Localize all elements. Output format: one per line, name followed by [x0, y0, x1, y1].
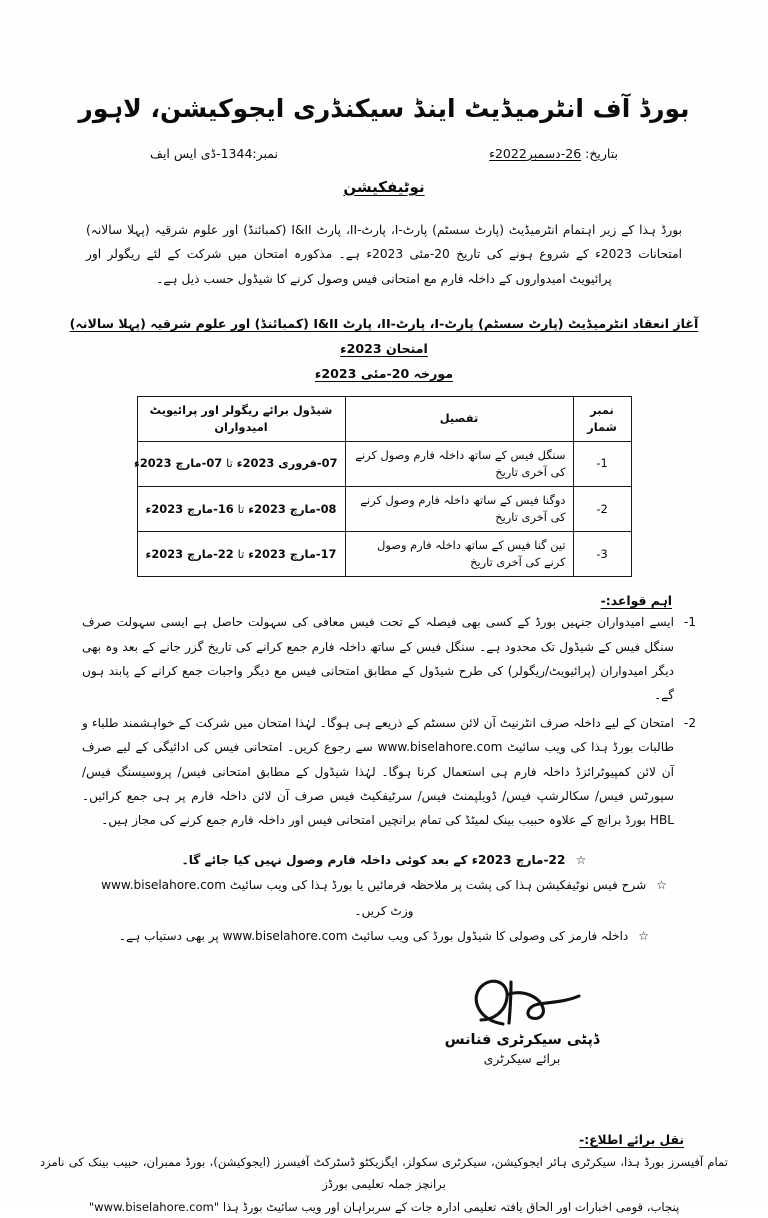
- signatory-name: ڈپٹی سیکرٹری فنانس: [444, 1031, 600, 1048]
- schedule-from: 07-فروری 2023ء: [236, 456, 338, 471]
- cell-schedule: [137, 532, 345, 577]
- rules-list: [82, 610, 696, 832]
- rule-marker: 2-: [684, 716, 696, 731]
- cell-schedule: [137, 486, 345, 531]
- rule-item: [82, 610, 696, 707]
- table-row: [137, 441, 631, 486]
- rules-heading-text: اہم قواعد:-: [600, 593, 672, 609]
- date-label: بتاریخ:: [585, 145, 618, 161]
- signature-block: [0, 976, 768, 1067]
- note-text: 22-مارچ 2023ء کے بعد کوئی داخلہ فارم وصول نہیں کیا جائے گا۔: [181, 853, 566, 868]
- schedule-separator: تا: [226, 456, 233, 471]
- note-item: [90, 924, 678, 949]
- cell-schedule: [134, 441, 345, 486]
- rule-text: امتحان کے لیے داخلہ صرف انٹرنیٹ آن لائن سسٹم کے ذریعے ہی ہوگا۔ لہٰذا امتحان میں شرکت کے خواہشمند طلباء و طالبات بورڈ ہذا کی ویب سائیٹ www.biselahore.com سے رجوع کریں۔ امتحانی فیس کی ادائیگی کے لیے صرف آن لائن کمپیوٹرائزڈ داخلہ فارم ہی استعمال کرنا ہوگا۔ لہٰذا شیڈول کے مطابق امتحانی فیس/ پروسیسنگ فیس/ سپورٹس فیس/ سکالرشپ فیس/ ڈویلپمنٹ فیس/ سرٹیفکیٹ فیس صرف آن لائن داخلہ فارم پر ہی جمع کرائیں۔ HBL بورڈ برانچ کے علاوہ حبیب بینک لمیٹڈ کی تمام برانچیں امتحانی فیس اور داخلہ فارم جمع کرنے کی مجاز ہیں۔: [82, 716, 674, 827]
- document-number: نمبر:1344-ڈی ایس ایف: [150, 145, 278, 161]
- cell-serial: 3-: [573, 532, 631, 577]
- document-meta: [150, 146, 618, 161]
- handwritten-signature-icon: [447, 976, 597, 1038]
- schedule-heading-line1: آغاز انعقاد انٹرمیڈیٹ (پارٹ سسٹم) پارٹ-I، پارٹ-II، پارٹ I&II (کمبائنڈ) اور علوم شرقیہ (پہلا سالانہ) امتحان 2023ء: [69, 315, 699, 357]
- schedule-from: 17-مارچ 2023ء: [248, 546, 337, 561]
- column-header-serial: نمبر شمار: [573, 396, 631, 441]
- star-icon: ☆: [575, 853, 587, 868]
- star-icon: ☆: [656, 878, 667, 893]
- rules-heading: [0, 593, 672, 608]
- rule-item: [82, 711, 696, 832]
- rule-text: ایسے امیدواران جنہیں بورڈ کے کسی بھی فیصلہ کے تحت فیس معافی کی سہولت حاصل ہے ایسی سہولت صرف سنگل فیس کے شیڈول تک محدود ہے۔ سنگل فیس کے ساتھ داخلہ فارم جمع کرانے کی تاریخ گزر جانے کے بعد وہ بھی دیگر امیدواران (پرائیویٹ/ریگولر) کی طرح شیڈول کے مطابق امتحانی فیس مع دیگر واجبات جمع کرانے کے پابند ہوں گے۔: [82, 615, 674, 702]
- distribution-line-1: تمام آفیسرز بورڈ ہذا، سیکرٹری ہائر ایجوکیشن، سیکرٹری سکولز، ایگزیکٹو ڈسٹرکٹ آفیسرز (ایجوکیشن)، بورڈ ممبران، حبیب بینک کی نامزد برانچز جملہ تعلیمی بورڈز: [40, 1154, 728, 1192]
- note-text: شرح فیس نوٹیفکیشن ہذا کی پشت پر ملاحظہ فرمائیں یا بورڈ ہذا کی ویب سائیٹ www.biselahore.com وزٹ کریں۔: [101, 878, 647, 918]
- distribution-heading-text: نقل برائے اطلاع:-: [579, 1132, 684, 1147]
- note-item: [90, 848, 678, 873]
- schedule-heading: [50, 311, 718, 387]
- cell-detail: تین گنا فیس کے ساتھ داخلہ فارم وصول کرنے کی آخری تاریخ: [345, 532, 573, 577]
- column-header-detail: تفصیل: [345, 396, 573, 441]
- distribution-heading: [0, 1133, 684, 1147]
- notification-heading: [0, 178, 768, 196]
- notes-list: [90, 848, 678, 950]
- document-date: [489, 146, 618, 161]
- schedule-to: 07-مارچ 2023ء: [134, 456, 223, 471]
- page-title: بورڈ آف انٹرمیڈیٹ اینڈ سیکنڈری ایجوکیشن، لاہور: [78, 94, 690, 123]
- schedule-to: 22-مارچ 2023ء: [145, 546, 234, 561]
- schedule-heading-line2: مورخہ 20-مئی 2023ء: [314, 366, 454, 382]
- cell-serial: 2-: [573, 486, 631, 531]
- table-header-row: [137, 396, 631, 441]
- notification-heading-text: نوٹیفکیشن: [343, 177, 425, 196]
- table-row: [137, 532, 631, 577]
- star-icon: ☆: [638, 929, 649, 944]
- cell-detail: دوگنا فیس کے ساتھ داخلہ فارم وصول کرنے کی آخری تاریخ: [345, 486, 573, 531]
- intro-paragraph: بورڈ ہذا کے زیر اہتمام انٹرمیڈیٹ (پارٹ سسٹم) پارٹ-I، پارٹ-II، پارٹ I&II (کمبائنڈ) اور علوم شرقیہ (پہلا سالانہ) امتحانات 2023ء کے شروع ہونے کی تاریخ 20-مئی 2023ء ہے۔ مذکورہ امتحان میں شرکت کے لئے ریگولر اور پرائیویٹ امیدواروں کے داخلہ فارم مع امتحانی فیس وصول کرنے کا شیڈول حسب ذیل ہے۔: [86, 222, 682, 286]
- distribution-line-2: پنجاب، قومی اخبارات اور الحاق یافتہ تعلیمی ادارہ جات کے سربراہان اور ویب سائیٹ بورڈ ہذا "www.biselahore.com": [88, 1199, 680, 1214]
- schedule-to: 16-مارچ 2023ء: [145, 501, 234, 516]
- schedule-from: 08-مارچ 2023ء: [248, 501, 337, 516]
- cell-detail: سنگل فیس کے ساتھ داخلہ فارم وصول کرنے کی آخری تاریخ: [345, 441, 573, 486]
- date-value: 26-دسمبر2022ء: [489, 145, 582, 161]
- note-item: [90, 873, 678, 924]
- table-row: [137, 486, 631, 531]
- signatory-for-line: برائے سیکرٹری: [483, 1050, 561, 1066]
- schedule-table: [134, 396, 632, 578]
- schedule-separator: تا: [237, 501, 245, 516]
- cell-serial: 1-: [573, 441, 631, 486]
- note-text: داخلہ فارمز کی وصولی کا شیڈول بورڈ کی ویب سائیٹ www.biselahore.com پر بھی دستیاب ہے۔: [119, 929, 629, 944]
- column-header-schedule: شیڈول برائے ریگولر اور پرائیویٹ امیدواران: [137, 396, 345, 441]
- schedule-separator: تا: [237, 546, 245, 561]
- rule-marker: 1-: [684, 615, 696, 630]
